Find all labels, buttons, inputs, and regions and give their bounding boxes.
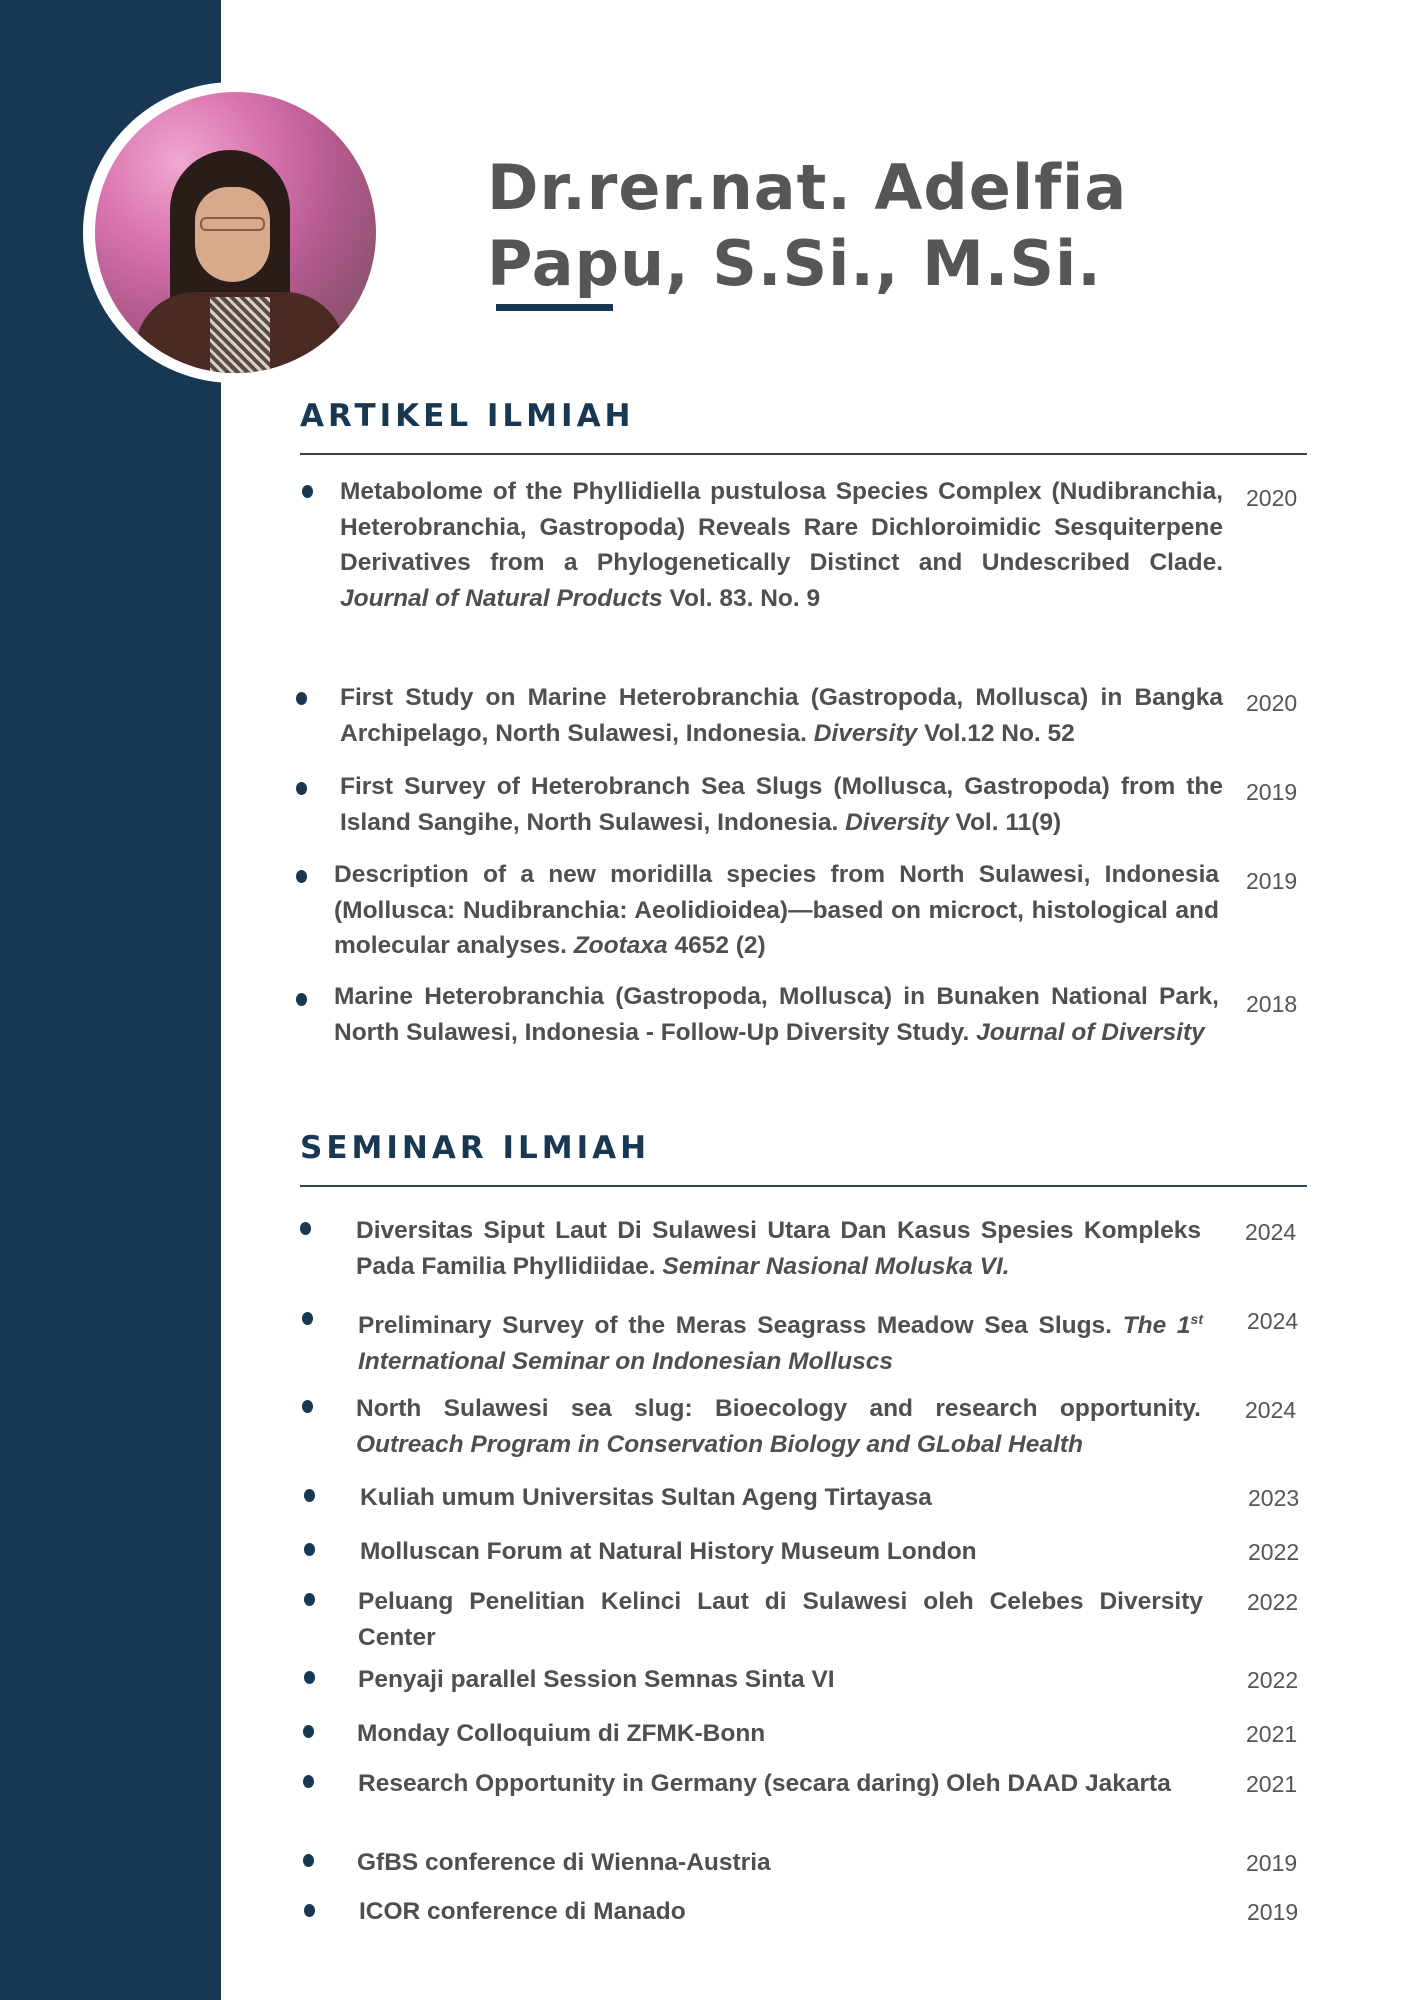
year: 2021 [1246, 1771, 1298, 1797]
journal-name: Zootaxa [573, 932, 668, 959]
event-name: Seminar Nasional Moluska VI. [662, 1252, 1010, 1280]
bullet-icon [302, 485, 313, 498]
article-title: Metabolome of the Phyllidiella pustulosa Species Complex (Nudibranchia, Heterobranchia, Gastropoda) Reveals Rare Dichloroimidic Sesquiterpene Derivatives from a Phylogenetically Distinct and Undescribed Clade. [340, 478, 1223, 576]
journal-name: Journal of Natural Products [340, 584, 663, 612]
bullet-icon [300, 1222, 311, 1235]
article-volume: Vol. 11(9) [955, 808, 1062, 836]
name-line-2: Papu, S.Si., M.Si. [487, 227, 1102, 300]
event-ordinal: The 1 [1122, 1312, 1191, 1340]
title-underline [496, 304, 613, 311]
bullet-icon [304, 1543, 315, 1556]
bullet-icon [302, 1312, 313, 1325]
year: 2023 [1248, 1485, 1300, 1511]
article-title: Marine Heterobranchia (Gastropoda, Mollusca) in Bunaken National Park, North Sulawesi, Indonesia - Follow-Up Diversity Study. [334, 983, 1219, 1046]
bullet-icon [304, 1671, 315, 1684]
seminar-title: Monday Colloquium di ZFMK-Bonn [357, 1720, 766, 1747]
year: 2018 [1246, 991, 1298, 1017]
section-title-articles: ARTIKEL ILMIAH [300, 398, 635, 434]
bullet-icon [304, 1904, 315, 1917]
bullet-icon [296, 782, 307, 795]
bullet-icon [303, 1775, 314, 1788]
journal-name: Journal of Diversity [976, 1018, 1205, 1046]
seminar-title: Diversitas Siput Laut Di Sulawesi Utara Dan Kasus Spesies Kompleks Pada Familia Phyllidiidae. [356, 1217, 1201, 1280]
bullet-icon [302, 1400, 313, 1413]
year: 2024 [1245, 1219, 1297, 1245]
year: 2022 [1247, 1589, 1299, 1615]
article-title: First Survey of Heterobranch Sea Slugs (Mollusca, Gastropoda) from the Island Sangihe, North Sulawesi, Indonesia. [340, 773, 1223, 836]
event-name: Outreach Program in Conservation Biology and GLobal Health [356, 1430, 1083, 1458]
year: 2019 [1247, 1899, 1299, 1925]
article-volume: 4652 (2) [674, 932, 766, 959]
seminar-title: Research Opportunity in Germany (secara daring) Oleh DAAD Jakarta [358, 1770, 1171, 1797]
section-title-seminars: SEMINAR ILMIAH [300, 1130, 651, 1166]
seminar-title: GfBS conference di Wienna-Austria [357, 1849, 771, 1876]
page-title [487, 150, 1207, 302]
year: 2022 [1248, 1539, 1300, 1565]
seminar-title: Preliminary Survey of the Meras Seagrass Meadow Sea Slugs. [358, 1312, 1112, 1340]
journal-name: Diversity [813, 719, 918, 747]
year: 2022 [1247, 1667, 1299, 1693]
bullet-icon [296, 870, 307, 883]
section-divider [300, 453, 1307, 455]
seminar-title: North Sulawesi sea slug: Bioecology and research opportunity. [356, 1395, 1201, 1422]
event-name: International Seminar on Indonesian Molluscs [358, 1347, 894, 1375]
seminar-title: Molluscan Forum at Natural History Museum London [360, 1538, 977, 1565]
year: 2020 [1246, 690, 1298, 716]
seminar-title: Peluang Penelitian Kelinci Laut di Sulawesi oleh Celebes Diversity Center [358, 1588, 1203, 1651]
avatar-face [195, 187, 270, 282]
avatar-glasses [200, 217, 265, 231]
name-line-1: Dr.rer.nat. Adelfia [487, 151, 1128, 224]
bullet-icon [304, 1489, 315, 1502]
bullet-icon [296, 993, 307, 1006]
bullet-icon [296, 692, 307, 705]
year: 2024 [1245, 1397, 1297, 1423]
article-volume: Vol.12 No. 52 [924, 719, 1075, 747]
avatar-shirt [210, 297, 270, 373]
year: 2024 [1247, 1308, 1299, 1334]
year: 2019 [1246, 779, 1298, 805]
article-volume: Vol. 83. No. 9 [669, 584, 821, 612]
year: 2019 [1246, 868, 1298, 894]
article-title: First Study on Marine Heterobranchia (Gastropoda, Mollusca) in Bangka Archipelago, North Sulawesi, Indonesia. [340, 684, 1223, 747]
section-divider [300, 1185, 1307, 1187]
year: 2020 [1246, 485, 1298, 511]
bullet-icon [304, 1593, 315, 1606]
seminar-title: ICOR conference di Manado [359, 1898, 686, 1925]
article-title: Description of a new moridilla species from North Sulawesi, Indonesia (Mollusca: Nudibranchia: Aeolidioidea)—based on microct, histological and molecular analyses. [334, 861, 1219, 959]
avatar [95, 92, 376, 373]
journal-name: Diversity [845, 808, 949, 836]
seminar-title: Kuliah umum Universitas Sultan Ageng Tirtayasa [360, 1484, 932, 1511]
event-ordinal-suffix: st [1190, 1311, 1203, 1327]
year: 2021 [1246, 1721, 1298, 1747]
seminar-title: Penyaji parallel Session Semnas Sinta VI [358, 1666, 835, 1693]
year: 2019 [1246, 1850, 1298, 1876]
bullet-icon [303, 1854, 314, 1867]
bullet-icon [303, 1725, 314, 1738]
